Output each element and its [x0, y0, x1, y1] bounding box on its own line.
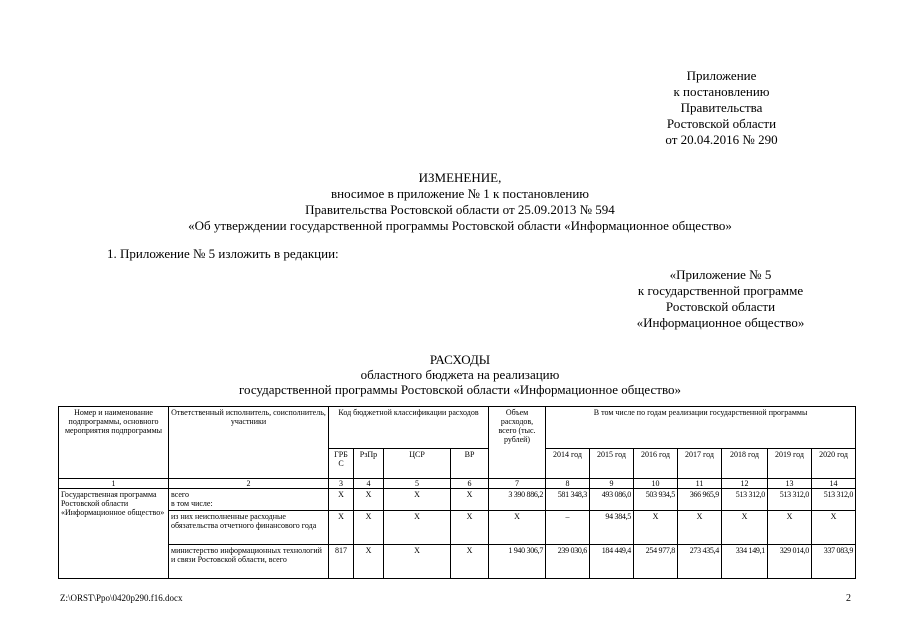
year-value-cell: X: [678, 511, 722, 545]
header-year: 2016 год: [634, 449, 678, 479]
header-years-group: В том числе по годам реализации государственной программы: [546, 407, 856, 449]
header-executor: Ответственный исполнитель, соисполнитель, участники: [169, 407, 329, 479]
change-line: Правительства Ростовской области от 25.09.2013 № 594: [305, 202, 615, 217]
year-value-cell: 513 312,0: [722, 489, 768, 511]
executor-cell: из них неисполненные расходные обязательства отчетного финансового года: [169, 511, 329, 545]
header-year: 2014 год: [546, 449, 590, 479]
header-vr: ВР: [451, 449, 489, 479]
year-value-cell: 273 435,4: [678, 545, 722, 579]
year-value-cell: X: [812, 511, 856, 545]
column-number: 10: [634, 479, 678, 489]
year-value-cell: 184 449,4: [590, 545, 634, 579]
year-value-cell: X: [768, 511, 812, 545]
year-value-cell: 366 965,9: [678, 489, 722, 511]
table-row: [59, 489, 856, 511]
year-value-cell: 239 030,6: [546, 545, 590, 579]
expenses-heading: [60, 352, 860, 397]
item-one: 1. Приложение № 5 изложить в редакции:: [107, 246, 339, 261]
appendix-5-line: к государственной программе: [637, 283, 804, 298]
year-value-cell: 513 312,0: [812, 489, 856, 511]
grbs-cell: X: [329, 489, 354, 511]
footer-file-path: Z:\ORST\Ppo\0420p290.f16.docx: [60, 593, 183, 603]
change-line: «Об утверждении государственной программы Ростовской области «Информационное общество»: [188, 218, 732, 233]
budget-table: [58, 406, 856, 579]
appendix-line: к постановлению: [673, 84, 770, 99]
expenses-line: государственной программы Ростовской области «Информационное общество»: [238, 382, 681, 397]
year-value-cell: 513 312,0: [768, 489, 812, 511]
header-rzpr: РзПр: [354, 449, 384, 479]
header-year: 2015 год: [590, 449, 634, 479]
column-number: 5: [384, 479, 451, 489]
rzpr-cell: X: [354, 545, 384, 579]
appendix-header: [600, 68, 843, 148]
appendix-5-header: [598, 267, 843, 331]
csr-cell: X: [384, 489, 451, 511]
year-value-cell: 334 149,1: [722, 545, 768, 579]
header-year: 2020 год: [812, 449, 856, 479]
change-title: ИЗМЕНЕНИЕ,: [418, 170, 502, 185]
appendix-5-line: «Информационное общество»: [636, 315, 805, 330]
year-value-cell: 329 014,0: [768, 545, 812, 579]
column-number: 12: [722, 479, 768, 489]
total-cell: 3 390 886,2: [489, 489, 546, 511]
change-heading: [60, 170, 860, 234]
appendix-line: Приложение: [686, 68, 757, 83]
header-year: 2019 год: [768, 449, 812, 479]
appendix-5-line: Ростовской области: [665, 299, 776, 314]
executor-text: всего: [171, 490, 190, 499]
header-grbs: ГРБ С: [329, 449, 354, 479]
executor-cell: [169, 489, 329, 511]
year-value-cell: 94 384,5: [590, 511, 634, 545]
page-number: 2: [846, 593, 851, 604]
header-csr: ЦСР: [384, 449, 451, 479]
column-number: 7: [489, 479, 546, 489]
year-value-cell: 337 083,9: [812, 545, 856, 579]
column-number: 9: [590, 479, 634, 489]
table-row: [59, 511, 856, 545]
program-name: Государственная программа Ростовской области «Информационное общество»: [59, 489, 169, 579]
column-number: 6: [451, 479, 489, 489]
year-value-cell: 254 977,8: [634, 545, 678, 579]
table-row: [59, 545, 856, 579]
appendix-line: Ростовской области: [666, 116, 777, 131]
grbs-cell: X: [329, 511, 354, 545]
executor-cell: министерство информационных технологий и связи Ростовской области, всего: [169, 545, 329, 579]
vr-cell: X: [451, 489, 489, 511]
csr-cell: X: [384, 545, 451, 579]
executor-subtext: в том числе:: [171, 499, 213, 508]
header-year: 2017 год: [678, 449, 722, 479]
expenses-title: РАСХОДЫ: [429, 352, 491, 367]
column-number: 3: [329, 479, 354, 489]
header-bk-code: Код бюджетной классификации расходов: [329, 407, 489, 449]
total-cell: 1 940 306,7: [489, 545, 546, 579]
change-line: вносимое в приложение № 1 к постановлению: [331, 186, 589, 201]
header-volume: Объем расходов, всего (тыс. рублей): [489, 407, 546, 479]
rzpr-cell: X: [354, 489, 384, 511]
rzpr-cell: X: [354, 511, 384, 545]
column-number: 2: [169, 479, 329, 489]
year-value-cell: 493 086,0: [590, 489, 634, 511]
column-number: 11: [678, 479, 722, 489]
header-year: 2018 год: [722, 449, 768, 479]
appendix-line: Правительства: [680, 100, 763, 115]
vr-cell: X: [451, 511, 489, 545]
column-number: 4: [354, 479, 384, 489]
year-value-cell: X: [634, 511, 678, 545]
vr-cell: X: [451, 545, 489, 579]
year-value-cell: X: [722, 511, 768, 545]
grbs-cell: 817: [329, 545, 354, 579]
header-name: Номер и наименование подпрограммы, основного мероприятия подпрограммы: [59, 407, 169, 479]
column-number: 14: [812, 479, 856, 489]
column-number: 1: [59, 479, 169, 489]
year-value-cell: –: [546, 511, 590, 545]
csr-cell: X: [384, 511, 451, 545]
appendix-date: от 20.04.2016 № 290: [665, 132, 778, 147]
expenses-line: областного бюджета на реализацию: [360, 367, 560, 382]
column-number: 8: [546, 479, 590, 489]
appendix-5-line: «Приложение № 5: [669, 267, 772, 282]
year-value-cell: 581 348,3: [546, 489, 590, 511]
year-value-cell: 503 934,5: [634, 489, 678, 511]
total-cell: X: [489, 511, 546, 545]
column-number: 13: [768, 479, 812, 489]
